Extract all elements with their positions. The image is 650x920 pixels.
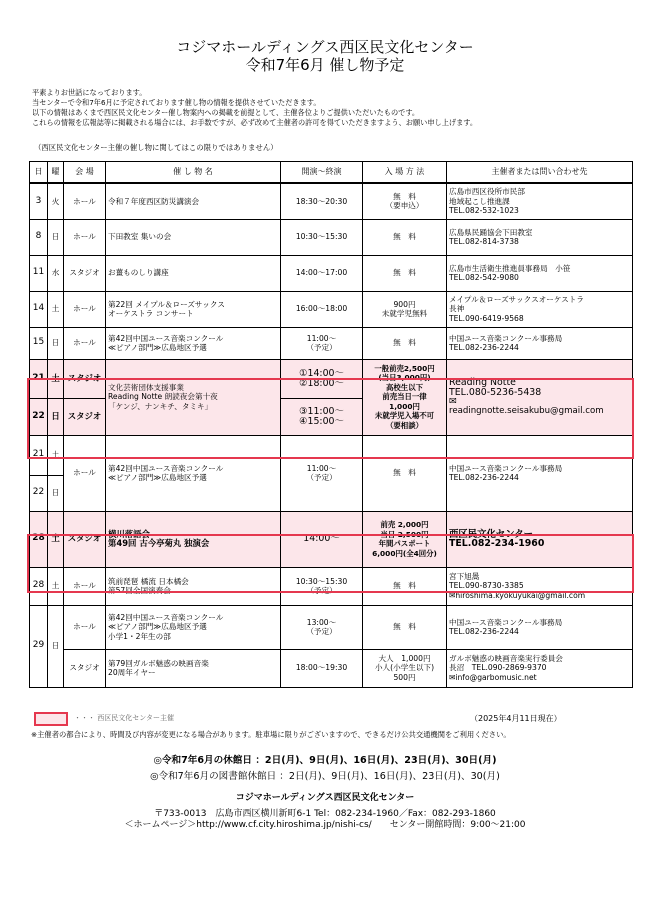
cell-venue: ホール: [64, 291, 106, 327]
cell-organizer: 広島市西区役所市民部 地域起こし推進課 TEL.082-532-1023: [447, 183, 633, 219]
cell-venue: スタジオ: [64, 398, 106, 435]
cell-organizer: 中国ユース音楽コンクール事務局 TEL.082-236-2244: [447, 605, 633, 649]
cell-venue: ホール: [64, 605, 106, 649]
cell-organizer: 西区民文化センター TEL.082-234-1960: [447, 511, 633, 567]
cell-entry: 前売 2,000円 当日 2,500円 年間パスポート 6,000円(全4回分): [363, 511, 447, 567]
cell-time: ③11:00～ ④15:00～: [281, 398, 363, 435]
cell-event: 筑前琵琶 橘流 日本橘会 第57回全国演奏会: [106, 567, 281, 605]
cell-time: 11:00～ （予定）: [281, 327, 363, 359]
intro-line: 当センターで令和7年6月に予定されております催し物の情報を提供させていただきます。: [32, 98, 321, 107]
cell-entry: 一般前売2,500円 (当日3,000円) 高校生以下 前売当日一律 1,000円 未就学児入場不可 （要相談）: [363, 359, 447, 435]
cell-dow: 土: [48, 435, 64, 475]
intro-line: これらの情報を広報誌等に掲載される場合には、お手数ですが、必ず改めて主催者の許可を得ていただきますよう、お願い申し上げます。: [32, 118, 478, 127]
cell-dow: 日: [48, 475, 64, 511]
cell-day: 22: [30, 398, 48, 435]
cell-venue: スタジオ: [64, 359, 106, 398]
cell-entry: 900円 未就学児無料: [363, 291, 447, 327]
cell-entry: 無 料: [363, 327, 447, 359]
col-dow: 曜: [48, 162, 64, 184]
as-of-date: （2025年4月11日現在）: [470, 714, 562, 723]
cell-event: 第42回中国ユース音楽コンクール ≪ピアノ部門≫広島地区予選: [106, 327, 281, 359]
cell-dow: 日: [48, 398, 64, 435]
cell-venue: ホール: [64, 219, 106, 255]
cell-event: 下田教室 集いの会: [106, 219, 281, 255]
cell-time: 14:00～: [281, 511, 363, 567]
cell-day: 28: [30, 567, 48, 605]
legend-swatch: [34, 712, 68, 726]
host-note: （西区民文化センター主催の催し物に関してはこの限りではありません）: [34, 143, 278, 152]
page-subtitle: 令和7年6月 催し物予定: [245, 56, 405, 74]
cell-organizer: 中国ユース音楽コンクール事務局 TEL.082-236-2244: [447, 435, 633, 511]
cell-dow: 日: [48, 605, 64, 687]
cell-entry: 無 料: [363, 567, 447, 605]
cell-organizer: 宮下旭暠 TEL.090-8730-3385 ✉hiroshima.kyokuyukai@gmail.com: [447, 567, 633, 605]
table-row: [30, 255, 633, 291]
intro-text: [32, 88, 632, 128]
table-row: [30, 291, 633, 327]
cell-dow: 土: [48, 291, 64, 327]
cell-entry: 無 料: [363, 605, 447, 649]
cell-time: 13:00～ （予定）: [281, 605, 363, 649]
cell-event: 第42回中国ユース音楽コンクール ≪ピアノ部門≫広島地区予選 小学1・2年生の部: [106, 605, 281, 649]
footer-address: 〒733-0013 広島市西区横川新町6-1 Tel：082-234-1960／Fax：082-293-1860: [154, 809, 496, 819]
cell-venue: ホール: [64, 435, 106, 511]
cell-day: 21: [30, 435, 48, 475]
cell-time: 10:30～15:30 （予定）: [281, 567, 363, 605]
cell-dow: 水: [48, 255, 64, 291]
footer-name: コジマホールディングス西区民文化センター: [235, 793, 415, 803]
cell-venue: スタジオ: [64, 649, 106, 687]
col-entry: 入 場 方 法: [363, 162, 447, 184]
cell-entry: 無 料: [363, 255, 447, 291]
schedule-table: [29, 161, 633, 688]
cell-time: 14:00～17:00: [281, 255, 363, 291]
cell-time: 11:00～ （予定）: [281, 435, 363, 511]
col-organizer: 主催者または問い合わせ先: [447, 162, 633, 184]
cell-dow: 土: [48, 567, 64, 605]
cell-day: 8: [30, 219, 48, 255]
cell-entry: 大人 1,000円 小人(小学生以下) 500円: [363, 649, 447, 687]
cell-organizer: 広島市生活衛生推進員事務局 小笹 TEL.082-542-9080: [447, 255, 633, 291]
cell-day: 22: [30, 475, 48, 511]
page-title: コジマホールディングス西区民文化センター: [176, 38, 474, 56]
cell-day: 29: [30, 605, 48, 687]
cell-time: 16:00～18:00: [281, 291, 363, 327]
cell-day: 21: [30, 359, 48, 398]
cell-day: 14: [30, 291, 48, 327]
footer-homepage: ＜ホームページ＞http://www.cf.city.hiroshima.jp/nishi-cs/ センター開館時間：9:00～21:00: [124, 820, 526, 830]
cell-event: 第79回ガルボ魅惑の映画音楽 20周年イヤー: [106, 649, 281, 687]
table-row: [30, 649, 633, 687]
cell-day: 3: [30, 183, 48, 219]
table-row-highlighted: [30, 359, 633, 398]
cell-event: 第22回 メイプル＆ローズサックス オーケストラ コンサート: [106, 291, 281, 327]
cell-event: 横川落語会 第49回 古今亭菊丸 独演会: [106, 511, 281, 567]
library-closed-days: ◎令和7年6月の図書館休館日 ：2日(月)、9日(月)、16日(月)、23日(月)、30(月): [150, 771, 500, 782]
cell-organizer: 広島県民踊協会下田教室 TEL.082-814-3738: [447, 219, 633, 255]
table-row-highlighted: [30, 511, 633, 567]
table-header: [30, 162, 633, 184]
cell-event: 文化芸術団体支援事業 Reading Notte 朗読夜会第十夜 「ケンジ、ナンキチ、タミキ」: [106, 359, 281, 435]
cell-day: 28: [30, 511, 48, 567]
cell-dow: 日: [48, 219, 64, 255]
cell-dow: 日: [48, 327, 64, 359]
col-event: 催 し 物 名: [106, 162, 281, 184]
cell-venue: ホール: [64, 327, 106, 359]
cell-entry: 無 料 （要申込）: [363, 183, 447, 219]
intro-line: 以下の情報はあくまで西区民文化センター催し物案内への掲載を前提として、主催各位よりご提供いただいたものです。: [32, 108, 420, 117]
cell-dow: 火: [48, 183, 64, 219]
table-row: [30, 219, 633, 255]
cell-day: 11: [30, 255, 48, 291]
table-row: [30, 327, 633, 359]
table-row: [30, 435, 633, 475]
cell-venue: ホール: [64, 567, 106, 605]
cell-organizer: Reading Notte TEL.080-5236-5438 ✉ readingnotte.seisakubu@gmail.com: [447, 359, 633, 435]
cell-time: 18:00～19:30: [281, 649, 363, 687]
cell-event: 令和７年度西区防災講演会: [106, 183, 281, 219]
cell-organizer: ガルボ魅惑の映画音楽実行委員会 長沼 TEL.090-2869-9370 ✉info@garbomusic.net: [447, 649, 633, 687]
cell-event: お薑ものしり講座: [106, 255, 281, 291]
col-venue: 会 場: [64, 162, 106, 184]
cell-entry: 無 料: [363, 219, 447, 255]
cell-day: 15: [30, 327, 48, 359]
cell-dow: 土: [48, 359, 64, 398]
cell-organizer: 中国ユース音楽コンクール事務局 TEL.082-236-2244: [447, 327, 633, 359]
cell-time: 10:30～15:30: [281, 219, 363, 255]
intro-line: 平素よりお世話になっております。: [32, 88, 147, 97]
cell-event: 第42回中国ユース音楽コンクール ≪ピアノ部門≫広島地区予選: [106, 435, 281, 511]
col-day: 日: [30, 162, 48, 184]
cell-entry: 無 料: [363, 435, 447, 511]
legend-text: ・・・ 西区民文化センター主催: [74, 714, 174, 722]
table-row: [30, 605, 633, 649]
cell-venue: スタジオ: [64, 255, 106, 291]
mail-icon: ✉: [449, 396, 457, 407]
cell-time: 18:30～20:30: [281, 183, 363, 219]
closed-days: ◎令和7年6月の休館日 ：2日(月)、9日(月)、16日(月)、23日(月)、30日(月): [153, 755, 497, 766]
cell-dow: 土: [48, 511, 64, 567]
table-row: [30, 567, 633, 605]
cell-venue: スタジオ: [64, 511, 106, 567]
table-row: [30, 183, 633, 219]
cell-venue: ホール: [64, 183, 106, 219]
notice-text: ※主催者の都合により、時間及び内容が変更になる場合があります。駐車場に限りがございますので、できるだけ公共交通機関をご利用ください。: [31, 730, 511, 739]
cell-organizer: メイプル＆ローズサックスオーケストラ 長神 TEL.090-6419-9568: [447, 291, 633, 327]
cell-time: ①14:00～ ②18:00～: [281, 359, 363, 398]
col-time: 開演～終演: [281, 162, 363, 184]
